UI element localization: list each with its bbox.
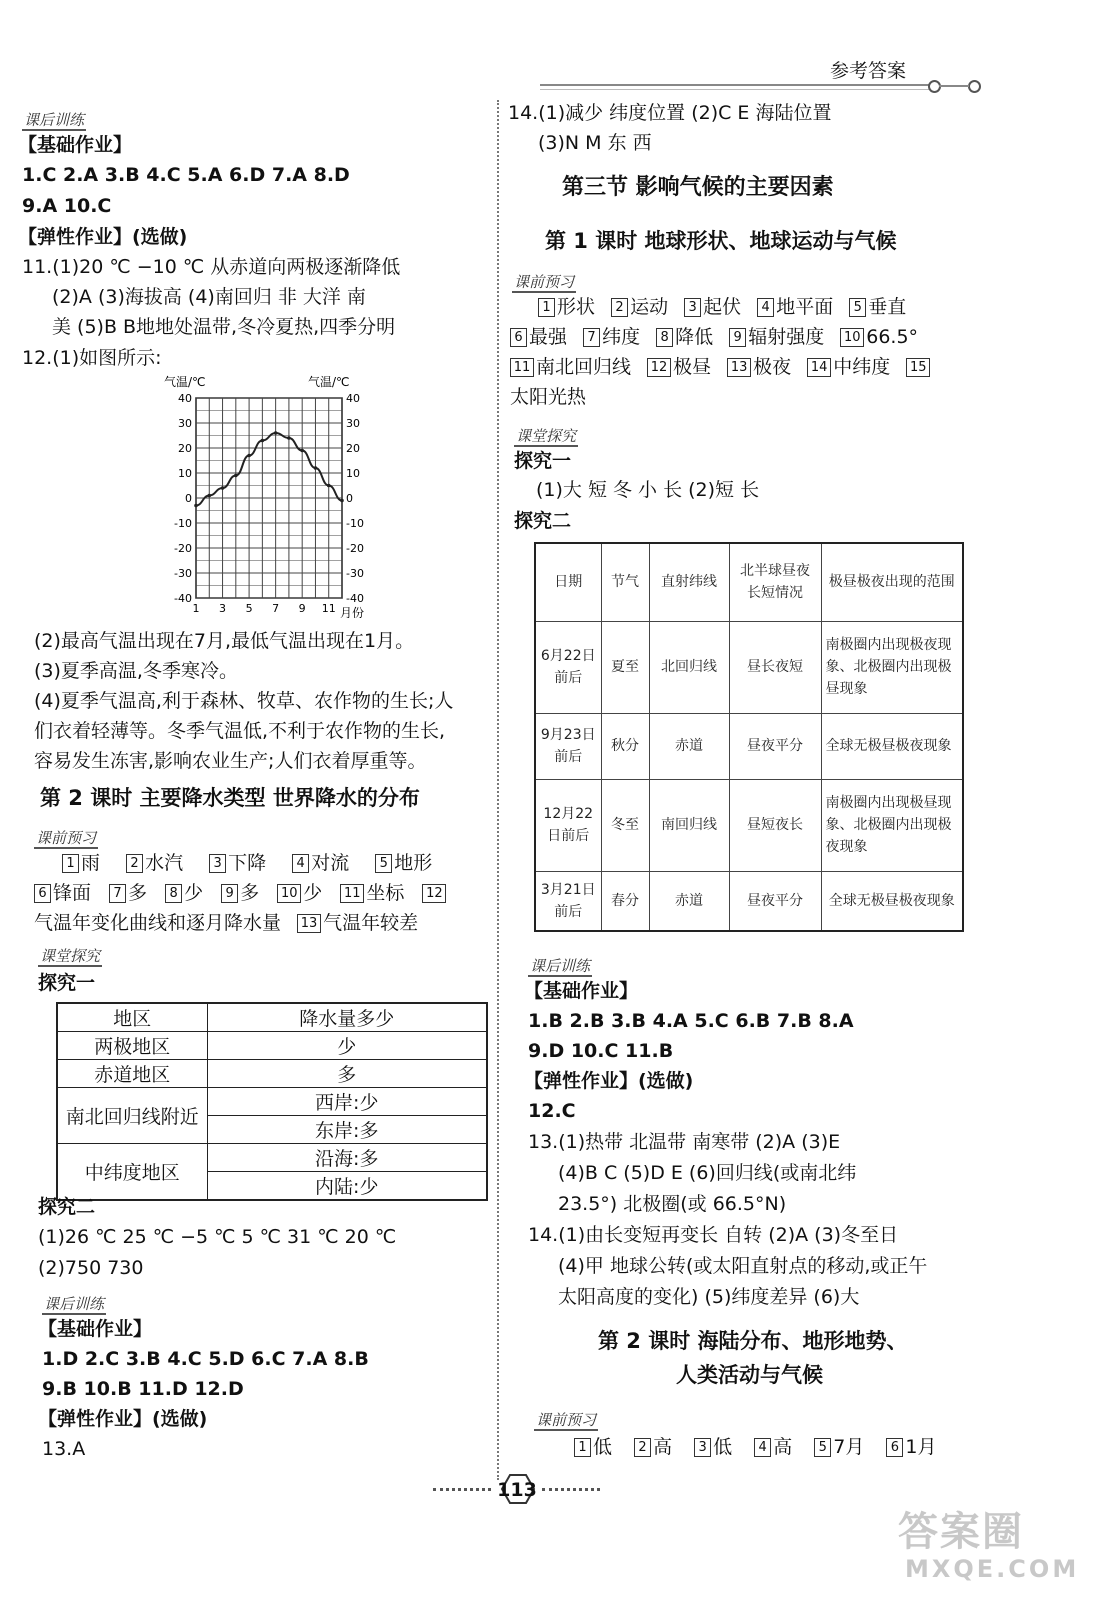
answer-line: (2)A (3)海拔高 (4)南回归 非 大洋 南 [52, 286, 366, 308]
fill-answer: 运动 [630, 296, 669, 318]
elastic-heading: 【弹性作业】(选做) [18, 226, 188, 248]
fill-answer: 少 [303, 882, 323, 904]
preview-row [574, 1432, 936, 1462]
fill-answer: 低 [713, 1436, 733, 1458]
answer-line: (3)N M 东 西 [538, 132, 652, 154]
table-header: 北半球昼夜长短情况 [729, 543, 821, 621]
table-cell: 赤道地区 [57, 1060, 207, 1088]
fill-answer: 7月 [833, 1436, 865, 1458]
watermark-logo: 答案圈 [898, 1509, 1024, 1555]
fill-answer: 起伏 [703, 296, 742, 318]
table-header: 日期 [535, 543, 601, 621]
fill-answer: 纬度 [602, 326, 641, 348]
y-tick-label-right: 40 [346, 392, 360, 405]
y-axis-label-left: 气温/℃ [164, 375, 206, 389]
answer-line: 13.A [42, 1438, 86, 1460]
answer-line: 9.A 10.C [22, 195, 112, 217]
number-box-12: 12 [647, 358, 671, 377]
elastic-heading: 【弹性作业】(选做) [38, 1408, 208, 1430]
fill-answer: 南北回归线 [536, 356, 632, 378]
fill-answer: 气温年较差 [323, 912, 419, 934]
table-cell: 多 [207, 1060, 487, 1088]
fill-answer: 水汽 [145, 852, 184, 874]
fill-answer: 高 [653, 1436, 673, 1458]
table-cell: 南极圈内出现极昼现象、北极圈内出现极夜现象 [821, 779, 963, 871]
header-circle-icon [968, 80, 981, 93]
explore-heading: 探究一 [38, 972, 96, 994]
fill-answer: 少 [184, 882, 204, 904]
column-divider [497, 100, 499, 1480]
section-label: 课后训练 [44, 1295, 105, 1313]
table-header: 直射纬线 [649, 543, 729, 621]
number-box-9: 9 [221, 884, 238, 903]
section-label: 课后训练 [530, 957, 591, 975]
number-box-8: 8 [165, 884, 182, 903]
fill-answer: 高 [773, 1436, 793, 1458]
table-cell: 南极圈内出现极夜现象、北极圈内出现极昼现象 [821, 621, 963, 713]
table-cell: 南回归线 [649, 779, 729, 871]
y-tick-label-right: 30 [346, 417, 360, 430]
table-cell: 东岸:多 [207, 1116, 487, 1144]
table-header: 降水量多少 [207, 1003, 487, 1032]
fill-answer: 形状 [557, 296, 596, 318]
table-row [535, 713, 963, 779]
table-header: 地区 [57, 1003, 207, 1032]
section-label: 课后训练 [24, 111, 85, 129]
table-cell: 昼长夜短 [729, 621, 821, 713]
number-box-10: 10 [840, 328, 864, 347]
table-cell: 北回归线 [649, 621, 729, 713]
number-box-14: 14 [807, 358, 831, 377]
table-cell: 沿海:多 [207, 1144, 487, 1172]
y-tick-label-right: -30 [346, 567, 364, 580]
y-tick-label-right: -20 [346, 542, 364, 555]
table-row [57, 1144, 487, 1172]
number-box-4: 4 [754, 1438, 771, 1457]
section-label: 课前预习 [514, 273, 575, 291]
answer-line: 1.D 2.C 3.B 4.C 5.D 6.C 7.A 8.B [42, 1348, 369, 1370]
x-axis-label: 月份 [340, 606, 365, 620]
fill-answer: 66.5° [866, 326, 919, 348]
table-cell: 昼夜平分 [729, 871, 821, 931]
header-rule-thin [540, 89, 930, 90]
table-cell: 昼夜平分 [729, 713, 821, 779]
fill-answer: 对流 [311, 852, 350, 874]
table-row [535, 621, 963, 713]
fill-answer: 坐标 [366, 882, 405, 904]
number-box-10: 10 [277, 884, 301, 903]
y-axis-label-right: 气温/℃ [308, 375, 350, 389]
elastic-heading: 【弹性作业】(选做) [524, 1070, 694, 1092]
y-tick-label-right: 20 [346, 442, 360, 455]
number-box-5: 5 [849, 298, 866, 317]
number-box-4: 4 [292, 854, 309, 873]
x-tick-label: 3 [219, 602, 227, 615]
number-box-3: 3 [694, 1438, 711, 1457]
basic-heading: 【基础作业】 [18, 134, 133, 156]
table-row [535, 871, 963, 931]
number-box-1: 1 [538, 298, 555, 317]
preview-row [62, 848, 432, 878]
y-tick-label-right: 10 [346, 467, 360, 480]
answer-line: 1.C 2.A 3.B 4.C 5.A 6.D 7.A 8.D [22, 164, 350, 186]
number-box-12: 12 [422, 884, 446, 903]
number-box-2: 2 [634, 1438, 651, 1457]
answer-line: (4)甲 地球公转(或太阳直射点的移动,或正午 [558, 1255, 928, 1277]
number-box-6: 6 [886, 1438, 903, 1457]
solstice-table [534, 542, 964, 932]
section-title: 第三节 影响气候的主要因素 [562, 175, 834, 200]
basic-heading: 【基础作业】 [38, 1318, 153, 1340]
answer-line: (2)最高气温出现在7月,最低气温出现在1月。 [34, 630, 415, 652]
y-tick-label-left: 10 [178, 467, 192, 480]
answer-line: 12.(1)如图所示: [22, 347, 162, 369]
fill-answer: 极昼 [673, 356, 712, 378]
answer-line: (4)夏季气温高,利于森林、牧草、农作物的生长;人 [34, 690, 454, 712]
table-cell: 12月22日前后 [535, 779, 601, 871]
lesson-title-cont: 人类活动与气候 [676, 1363, 823, 1387]
number-box-6: 6 [34, 884, 51, 903]
table-cell: 冬至 [601, 779, 649, 871]
number-box-7: 7 [583, 328, 600, 347]
section-label: 课堂探究 [40, 947, 101, 965]
y-tick-label-left: -40 [174, 592, 192, 605]
answer-line: (3)夏季高温,冬季寒冷。 [34, 660, 238, 682]
y-tick-label-right: 0 [346, 492, 353, 505]
fill-answer: 雨 [81, 852, 101, 874]
fill-answer: 极夜 [753, 356, 792, 378]
fill-answer: 锋面 [53, 882, 92, 904]
table-cell: 少 [207, 1032, 487, 1060]
answer-line: 14.(1)减少 纬度位置 (2)C E 海陆位置 [508, 102, 832, 124]
number-box-1: 1 [574, 1438, 591, 1457]
number-box-13: 13 [727, 358, 751, 377]
table-cell: 昼短夜长 [729, 779, 821, 871]
table-header: 节气 [601, 543, 649, 621]
table-header: 极昼极夜出现的范围 [821, 543, 963, 621]
lesson-title: 第 2 课时 海陆分布、地形地势、 [598, 1329, 908, 1353]
section-label: 课前预习 [36, 829, 97, 847]
lesson-title: 第 1 课时 地球形状、地球运动与气候 [545, 229, 897, 253]
fill-answer: 多 [128, 882, 148, 904]
answer-line: 容易发生冻害,影响农业生产;人们衣着厚重等。 [34, 750, 427, 772]
y-tick-label-right: -10 [346, 517, 364, 530]
y-tick-label-left: -30 [174, 567, 192, 580]
answer-line: 13.(1)热带 北温带 南寒带 (2)A (3)E [528, 1131, 841, 1153]
preview-row [34, 878, 448, 908]
answer-line: 12.C [528, 1100, 576, 1122]
x-tick-label: 11 [321, 602, 336, 615]
number-box-2: 2 [611, 298, 628, 317]
page-number: 113 [497, 1479, 537, 1501]
preview-row [34, 908, 418, 938]
x-tick-label: 1 [192, 602, 200, 615]
basic-heading: 【基础作业】 [524, 980, 639, 1002]
number-box-1: 1 [62, 854, 79, 873]
explore-heading: 探究二 [38, 1196, 96, 1218]
x-tick-label: 7 [272, 602, 280, 615]
temperature-line [196, 433, 342, 506]
number-box-6: 6 [510, 328, 527, 347]
fill-answer: 下降 [228, 852, 267, 874]
footer-dots [433, 1488, 491, 1491]
answer-line: 美 (5)B B地地处温带,冬冷夏热,四季分明 [52, 316, 396, 338]
section-label: 课前预习 [536, 1411, 597, 1429]
number-box-3: 3 [684, 298, 701, 317]
table-cell: 赤道 [649, 871, 729, 931]
answer-line: 9.D 10.C 11.B [528, 1040, 674, 1062]
fill-answer: 气温年变化曲线和逐月降水量 [34, 912, 282, 934]
y-tick-label-left: -10 [174, 517, 192, 530]
table-cell: 秋分 [601, 713, 649, 779]
y-tick-label-left: 20 [178, 442, 192, 455]
x-tick-label: 9 [298, 602, 306, 615]
preview-row [510, 352, 932, 382]
table-cell: 全球无极昼极夜现象 [821, 871, 963, 931]
header-rule [540, 84, 930, 86]
temperature-chart [150, 372, 380, 622]
table-row [57, 1032, 487, 1060]
section-label: 课堂探究 [516, 427, 577, 445]
header-connector [939, 85, 969, 87]
fill-answer: 地平面 [776, 296, 834, 318]
table-row [535, 779, 963, 871]
number-box-4: 4 [757, 298, 774, 317]
watermark-url: MXQE.COM [905, 1555, 1080, 1583]
explore-heading: 探究一 [514, 450, 572, 472]
fill-answer: 最强 [529, 326, 568, 348]
answer-line: (2)750 730 [38, 1257, 144, 1279]
fill-answer: 多 [240, 882, 260, 904]
answer-line: 1.B 2.B 3.B 4.A 5.C 6.B 7.B 8.A [528, 1010, 854, 1032]
table-cell: 西岸:少 [207, 1088, 487, 1116]
fill-answer: 降低 [675, 326, 714, 348]
number-box-15: 15 [906, 358, 930, 377]
fill-answer: 1月 [905, 1436, 937, 1458]
table-row [57, 1060, 487, 1088]
number-box-8: 8 [656, 328, 673, 347]
header-title: 参考答案 [830, 60, 907, 82]
number-box-5: 5 [814, 1438, 831, 1457]
answer-line: 11.(1)20 ℃ −10 ℃ 从赤道向两极逐渐降低 [22, 256, 401, 278]
table-cell: 内陆:少 [207, 1172, 487, 1201]
answer-line: 14.(1)由长变短再变长 自转 (2)A (3)冬至日 [528, 1224, 899, 1246]
table-cell: 3月21日前后 [535, 871, 601, 931]
fill-answer: 地形 [394, 852, 433, 874]
y-tick-label-left: 40 [178, 392, 192, 405]
y-tick-label-right: -40 [346, 592, 364, 605]
answer-line: (4)B C (5)D E (6)回归线(或南北纬 [558, 1162, 857, 1184]
preview-row [510, 322, 918, 352]
y-tick-label-left: -20 [174, 542, 192, 555]
fill-answer: 辐射强度 [748, 326, 825, 348]
table-cell: 两极地区 [57, 1032, 207, 1060]
table-cell: 南北回归线附近 [57, 1088, 207, 1144]
lesson-title: 第 2 课时 主要降水类型 世界降水的分布 [40, 786, 420, 810]
fill-answer: 中纬度 [833, 356, 891, 378]
fill-answer: 低 [593, 1436, 613, 1458]
number-box-3: 3 [209, 854, 226, 873]
number-box-7: 7 [109, 884, 126, 903]
table-cell: 春分 [601, 871, 649, 931]
answer-line: (1)大 短 冬 小 长 (2)短 长 [536, 479, 760, 501]
answer-line: 9.B 10.B 11.D 12.D [42, 1378, 244, 1400]
number-box-13: 13 [297, 914, 321, 933]
table-cell: 中纬度地区 [57, 1144, 207, 1201]
table-cell: 赤道 [649, 713, 729, 779]
y-tick-label-left: 0 [185, 492, 192, 505]
x-tick-label: 5 [245, 602, 253, 615]
answer-line: 23.5°) 北极圈(或 66.5°N) [558, 1193, 787, 1215]
answer-line: (1)26 ℃ 25 ℃ −5 ℃ 5 ℃ 31 ℃ 20 ℃ [38, 1226, 397, 1248]
precipitation-table [56, 1002, 488, 1201]
table-cell: 9月23日前后 [535, 713, 601, 779]
table-cell: 全球无极昼极夜现象 [821, 713, 963, 779]
explore-heading: 探究二 [514, 510, 572, 532]
number-box-11: 11 [510, 358, 534, 377]
footer-dots [542, 1488, 600, 1491]
preview-row [538, 292, 906, 322]
fill-answer: 垂直 [868, 296, 907, 318]
number-box-9: 9 [729, 328, 746, 347]
number-box-11: 11 [340, 884, 364, 903]
table-row [57, 1088, 487, 1116]
y-tick-label-left: 30 [178, 417, 192, 430]
number-box-5: 5 [375, 854, 392, 873]
answer-line: 太阳高度的变化) (5)纬度差异 (6)大 [558, 1286, 860, 1308]
number-box-2: 2 [126, 854, 143, 873]
table-cell: 6月22日前后 [535, 621, 601, 713]
table-cell: 夏至 [601, 621, 649, 713]
fill-answer: 太阳光热 [510, 386, 587, 408]
answer-line: 们衣着轻薄等。冬季气温低,不利于农作物的生长, [34, 720, 446, 742]
